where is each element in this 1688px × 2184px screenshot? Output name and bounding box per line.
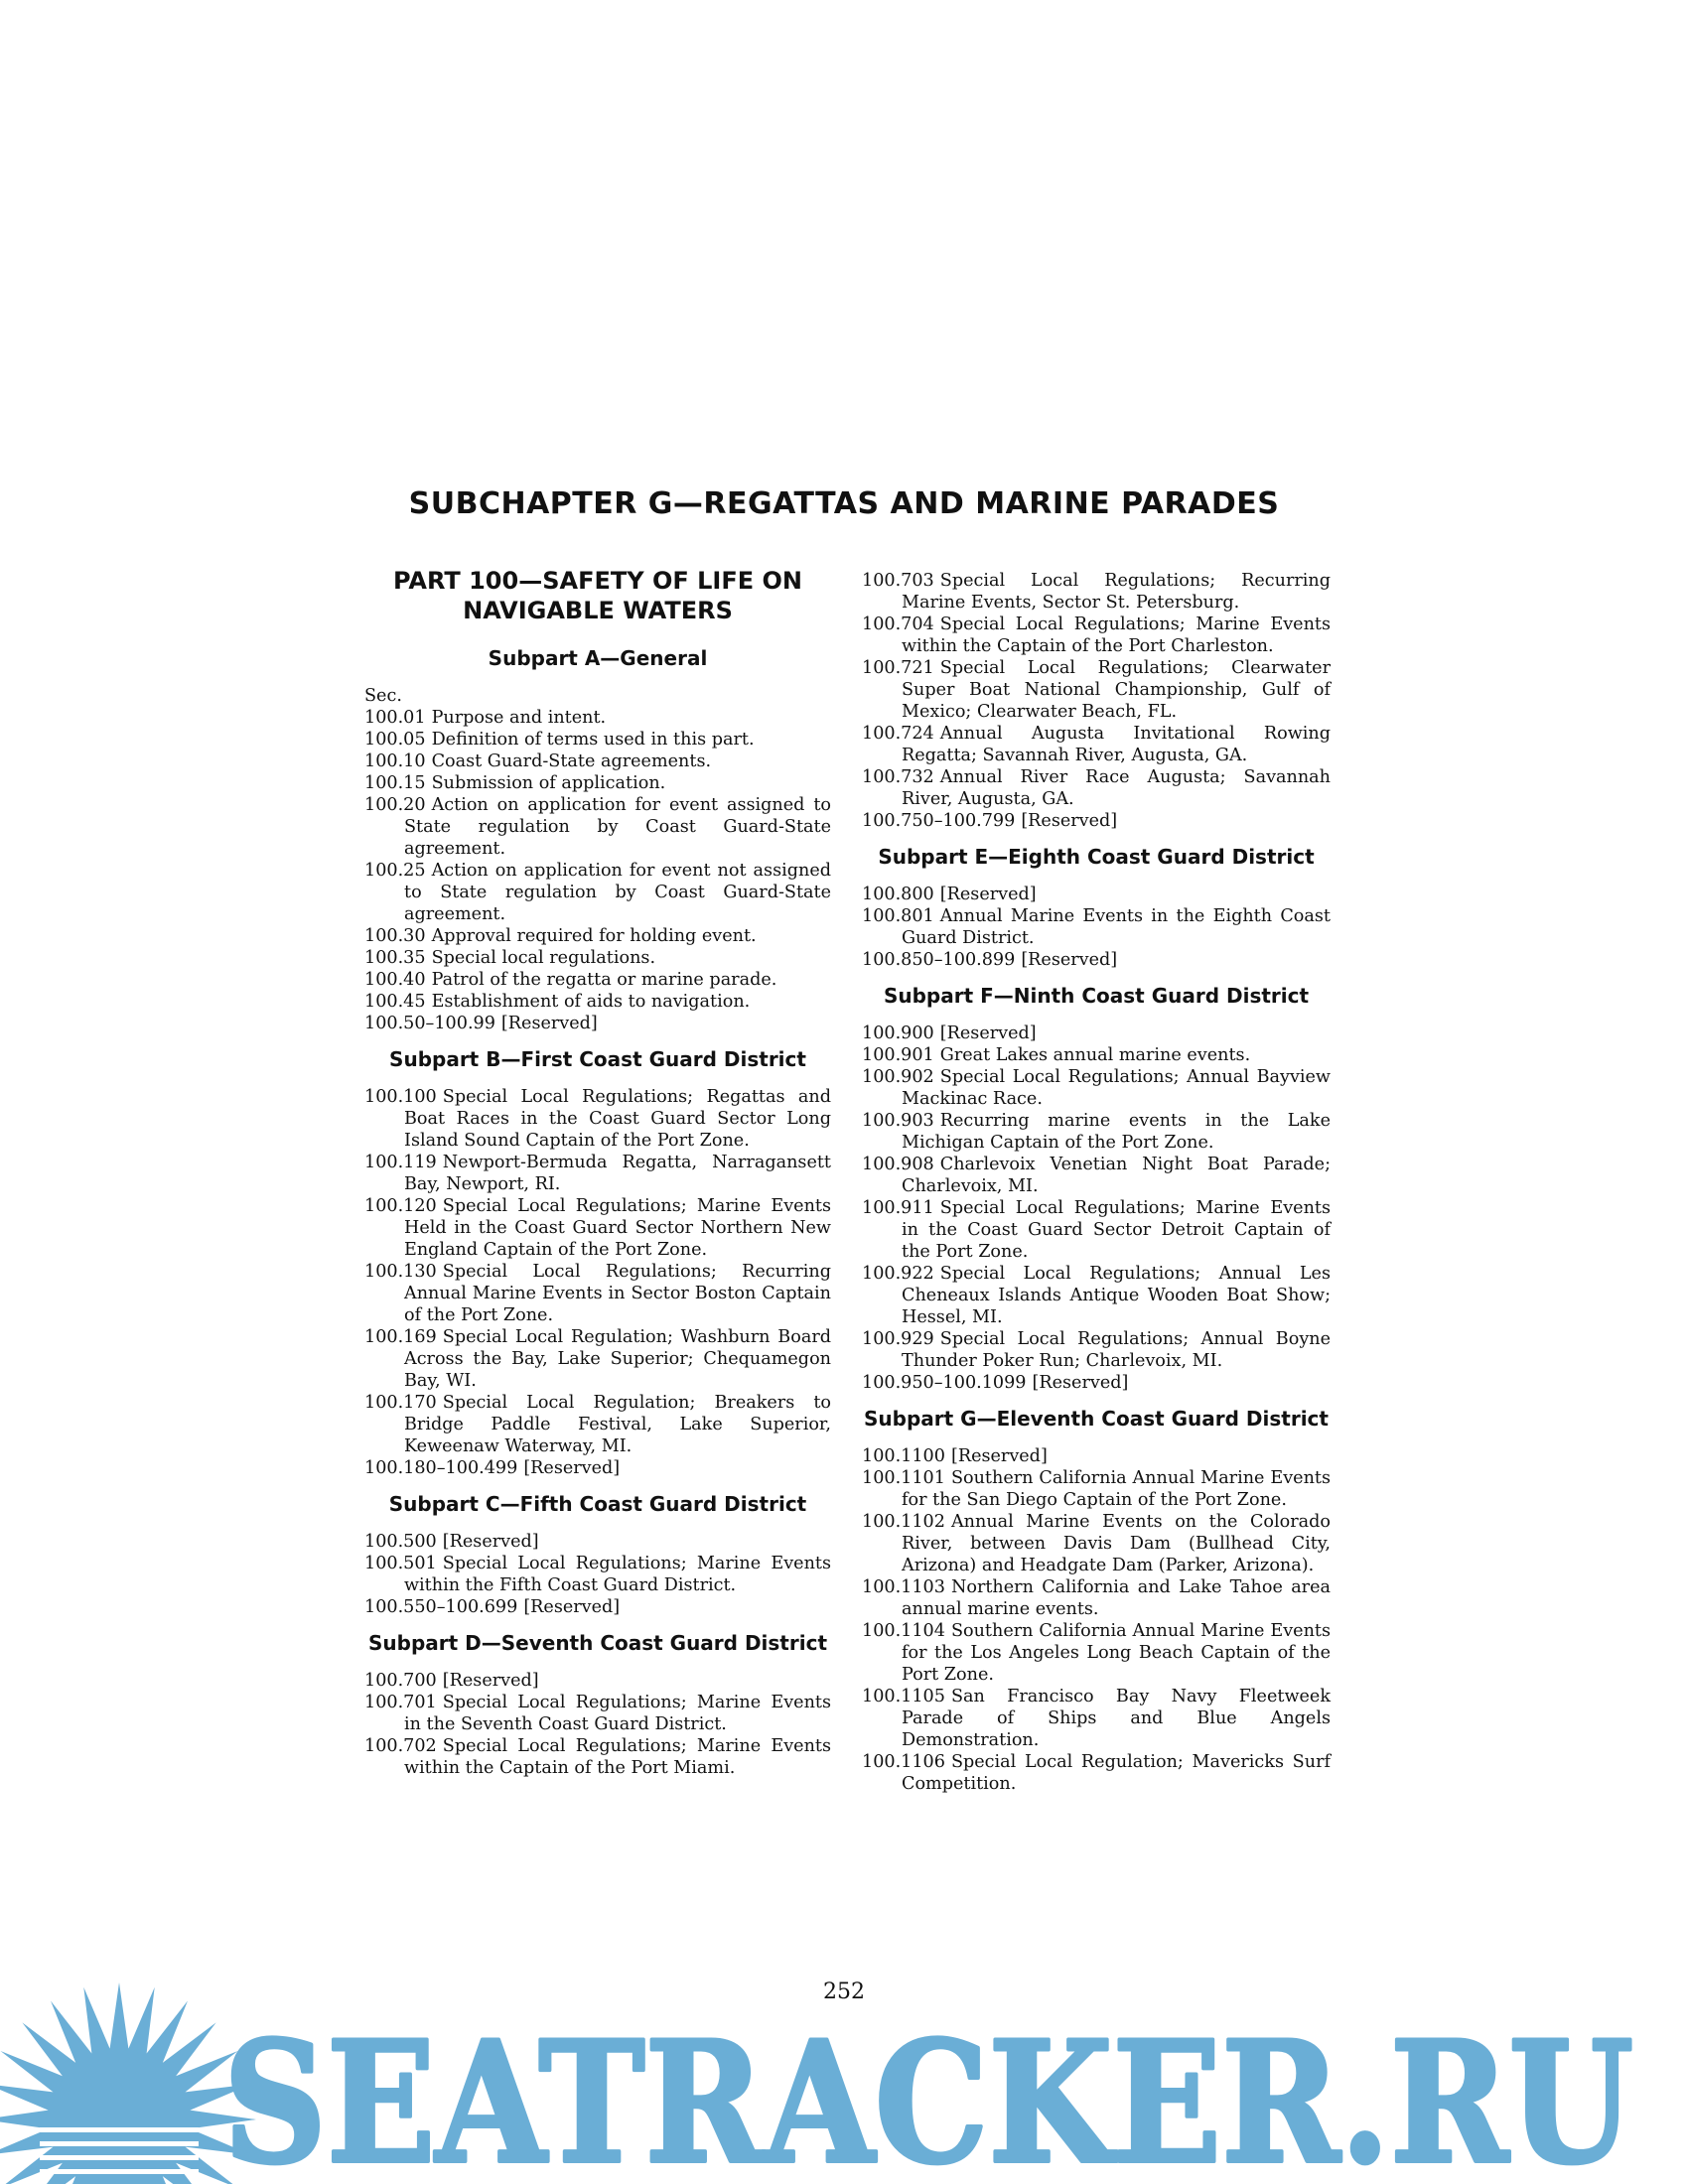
toc-entry	[364, 751, 831, 772]
section-number: 100.950–100.1099	[862, 1373, 1027, 1393]
section-number: 100.01	[364, 708, 426, 728]
toc-entry	[862, 1023, 1331, 1044]
section-title: [Reserved]	[1021, 811, 1118, 831]
section-number: 100.1105	[862, 1687, 945, 1706]
section-number: 100.703	[862, 571, 934, 591]
toc-list	[862, 1445, 1331, 1795]
section-title: Purpose and intent.	[431, 708, 607, 728]
section-title: [Reserved]	[950, 1446, 1048, 1466]
section-title: [Reserved]	[1032, 1373, 1129, 1393]
sun-disc	[50, 2050, 189, 2184]
section-number: 100.1103	[862, 1577, 945, 1597]
section-title: Action on application for event assigned to State regulation by Coast Guard-State agreement.	[404, 795, 831, 859]
section-number: 100.800	[862, 885, 934, 904]
section-title: Establishment of aids to navigation.	[431, 992, 751, 1012]
section-title: Action on application for event not assigned to State regulation by Coast Guard-State agreement.	[404, 861, 831, 924]
toc-entry	[364, 1392, 831, 1457]
section-number: 100.180–100.499	[364, 1458, 518, 1478]
subpart-heading: Subpart E—Eighth Coast Guard District	[878, 845, 1315, 869]
toc-entry	[862, 1263, 1331, 1328]
section-number: 100.929	[862, 1329, 934, 1349]
subchapter-title: SUBCHAPTER G—REGATTAS AND MARINE PARADES	[408, 486, 1280, 521]
page-number: 252	[823, 1979, 865, 2004]
section-title: Northern California and Lake Tahoe area annual marine events.	[902, 1577, 1331, 1619]
section-number: 100.901	[862, 1045, 934, 1065]
section-title: Special Local Regulations; Annual Boyne Thunder Poker Run; Charlevoix, MI.	[902, 1329, 1331, 1371]
section-title: Southern California Annual Marine Events for the Los Angeles Long Beach Captain of the Port Zone.	[902, 1621, 1331, 1685]
sun-icon	[0, 1982, 256, 2184]
toc-entry	[862, 1328, 1331, 1372]
section-number: 100.35	[364, 948, 426, 968]
subpart-heading: Subpart F—Ninth Coast Guard District	[883, 984, 1310, 1008]
toc-entry	[364, 860, 831, 925]
toc-entry	[862, 949, 1331, 971]
toc-entry	[364, 1195, 831, 1261]
section-number: 100.100	[364, 1087, 437, 1107]
toc-entry	[862, 723, 1331, 766]
section-title: [Reserved]	[523, 1458, 621, 1478]
section-number: 100.850–100.899	[862, 950, 1016, 970]
toc-entry	[862, 1445, 1331, 1467]
toc-entry	[364, 772, 831, 794]
section-title: Definition of terms used in this part.	[431, 730, 755, 750]
section-number: 100.120	[364, 1196, 437, 1216]
section-title: Submission of application.	[431, 773, 666, 793]
section-title: Special Local Regulations; Marine Events within the Captain of the Port Charleston.	[902, 614, 1331, 656]
toc-entry	[364, 991, 831, 1013]
section-number: 100.1100	[862, 1446, 945, 1466]
toc-list	[862, 1023, 1331, 1394]
toc-entry	[364, 1261, 831, 1326]
section-number: 100.500	[364, 1532, 437, 1552]
toc-entry	[364, 925, 831, 947]
section-title: Coast Guard-State agreements.	[431, 751, 712, 771]
toc-entry	[364, 1735, 831, 1779]
toc-entry	[364, 1692, 831, 1735]
toc-entry	[862, 1372, 1331, 1394]
section-title: [Reserved]	[442, 1532, 539, 1552]
toc-entry	[364, 707, 831, 729]
section-number: 100.724	[862, 724, 934, 744]
section-title: Approval required for holding event.	[431, 926, 757, 946]
toc-entry	[364, 1152, 831, 1195]
section-number: 100.900	[862, 1024, 934, 1043]
toc-entry	[862, 1751, 1331, 1795]
section-number: 100.20	[364, 795, 426, 815]
section-number: 100.40	[364, 970, 426, 990]
part-title	[364, 566, 831, 625]
section-number: 100.700	[364, 1671, 437, 1691]
section-title: Recurring marine events in the Lake Michigan Captain of the Port Zone.	[902, 1111, 1331, 1153]
section-number: 100.119	[364, 1153, 437, 1172]
section-number: 100.702	[364, 1736, 437, 1756]
section-title: Special Local Regulations; Marine Events in the Seventh Coast Guard District.	[404, 1693, 831, 1734]
toc-entry	[862, 1154, 1331, 1197]
toc-list	[364, 707, 831, 1034]
section-number: 100.903	[862, 1111, 934, 1131]
toc-entry	[862, 766, 1331, 810]
toc-entry	[364, 1670, 831, 1692]
toc-entry	[862, 1576, 1331, 1620]
toc-entry	[862, 1066, 1331, 1110]
section-title: Southern California Annual Marine Events for the San Diego Captain of the Port Zone.	[902, 1468, 1331, 1510]
toc-list	[364, 1086, 831, 1479]
section-number: 100.50–100.99	[364, 1014, 495, 1033]
section-number: 100.45	[364, 992, 426, 1012]
section-title: Special local regulations.	[431, 948, 656, 968]
toc-list	[364, 1531, 831, 1618]
section-number: 100.1106	[862, 1752, 945, 1772]
toc-entry	[364, 969, 831, 991]
section-number: 100.801	[862, 906, 934, 926]
right-column	[862, 570, 1331, 1795]
section-title: Special Local Regulations; Annual Les Cheneaux Islands Antique Wooden Boat Show; Hessel, MI.	[902, 1264, 1331, 1327]
section-title: [Reserved]	[523, 1597, 621, 1617]
subpart-heading: Subpart B—First Coast Guard District	[389, 1047, 806, 1071]
section-title: Patrol of the regatta or marine parade.	[431, 970, 777, 990]
toc-entry	[862, 614, 1331, 657]
section-number: 100.130	[364, 1262, 437, 1282]
toc-entry	[364, 947, 831, 969]
toc-entry	[364, 1596, 831, 1618]
watermark-text: SEATRACKER.RU	[223, 2004, 1633, 2184]
section-title: [Reserved]	[939, 885, 1037, 904]
left-column	[364, 566, 831, 1779]
section-number: 100.902	[862, 1067, 934, 1087]
toc-entry	[862, 1686, 1331, 1751]
section-title: [Reserved]	[939, 1024, 1037, 1043]
section-number: 100.908	[862, 1155, 934, 1174]
toc-entry	[862, 570, 1331, 614]
subpart-heading: Subpart C—Fifth Coast Guard District	[388, 1492, 807, 1516]
part-title-line-1: PART 100—SAFETY OF LIFE ON	[393, 567, 802, 595]
section-title: Special Local Regulations; Marine Events Held in the Coast Guard Sector Northern New England Captain of the Port Zone.	[404, 1196, 831, 1260]
section-number: 100.501	[364, 1554, 437, 1573]
section-title: Annual Marine Events on the Colorado River, between Davis Dam (Bullhead City, Arizona) and Headgate Dam (Parker, Arizona).	[902, 1512, 1331, 1575]
section-title: Special Local Regulation; Washburn Board Across the Bay, Lake Superior; Chequamegon Bay, WI.	[404, 1327, 831, 1391]
section-number: 100.732	[862, 767, 934, 787]
toc-entry	[364, 1013, 831, 1034]
section-number: 100.170	[364, 1393, 437, 1413]
section-title: Special Local Regulations; Clearwater Super Boat National Championship, Gulf of Mexico; Clearwater Beach, FL.	[902, 658, 1331, 722]
toc-entry	[862, 1620, 1331, 1686]
toc-entry	[862, 1197, 1331, 1263]
subpart-heading: Subpart D—Seventh Coast Guard District	[367, 1631, 828, 1655]
toc-entry	[364, 1553, 831, 1596]
toc-entry	[364, 729, 831, 751]
section-title: Special Local Regulations; Marine Events within the Fifth Coast Guard District.	[404, 1554, 831, 1595]
toc-entry	[862, 1110, 1331, 1154]
part-title-line-2: NAVIGABLE WATERS	[463, 597, 733, 624]
toc-entry	[364, 1086, 831, 1152]
sec-label: Sec.	[364, 686, 402, 706]
watermark	[0, 1931, 1688, 2184]
section-number: 100.169	[364, 1327, 437, 1347]
toc-entry	[862, 884, 1331, 905]
section-number: 100.922	[862, 1264, 934, 1284]
toc-list	[862, 570, 1331, 832]
section-number: 100.704	[862, 614, 934, 634]
section-number: 100.1102	[862, 1512, 945, 1532]
section-title: Special Local Regulations; Annual Bayview Mackinac Race.	[902, 1067, 1331, 1109]
section-title: Special Local Regulations; Marine Events within the Captain of the Port Miami.	[404, 1736, 831, 1778]
section-title: Annual Marine Events in the Eighth Coast Guard District.	[902, 906, 1331, 948]
toc-entry	[364, 1457, 831, 1479]
subpart-heading: Subpart G—Eleventh Coast Guard District	[864, 1407, 1329, 1431]
section-title: San Francisco Bay Navy Fleetweek Parade of Ships and Blue Angels Demonstration.	[902, 1687, 1331, 1750]
toc-entry	[862, 1044, 1331, 1066]
section-number: 100.750–100.799	[862, 811, 1016, 831]
section-title: Special Local Regulations; Regattas and Boat Races in the Coast Guard Sector Long Island Sound Captain of the Port Zone.	[404, 1087, 831, 1151]
toc-list	[364, 1670, 831, 1779]
section-title: Special Local Regulation; Breakers to Bridge Paddle Festival, Lake Superior, Keweenaw Waterway, MI.	[404, 1393, 831, 1456]
section-number: 100.1104	[862, 1621, 945, 1641]
section-title: [Reserved]	[500, 1014, 598, 1033]
section-title: Annual Augusta Invitational Rowing Regatta; Savannah River, Augusta, GA.	[902, 724, 1331, 765]
section-title: Special Local Regulations; Recurring Marine Events, Sector St. Petersburg.	[902, 571, 1331, 613]
toc-entry	[862, 810, 1331, 832]
section-title: Newport-Bermuda Regatta, Narragansett Bay, Newport, RI.	[404, 1153, 831, 1194]
section-title: Annual River Race Augusta; Savannah River, Augusta, GA.	[902, 767, 1331, 809]
section-number: 100.1101	[862, 1468, 945, 1488]
toc-entry	[364, 1326, 831, 1392]
section-number: 100.30	[364, 926, 426, 946]
section-number: 100.701	[364, 1693, 437, 1712]
toc-entry	[862, 657, 1331, 723]
section-title: [Reserved]	[442, 1671, 539, 1691]
section-number: 100.721	[862, 658, 934, 678]
toc-entry	[862, 1511, 1331, 1576]
toc-list	[862, 884, 1331, 971]
section-title: Special Local Regulations; Marine Events in the Coast Guard Sector Detroit Captain of the Port Zone.	[902, 1198, 1331, 1262]
section-number: 100.550–100.699	[364, 1597, 518, 1617]
sun-stripe	[40, 2127, 199, 2132]
sun-stripe	[40, 2169, 199, 2174]
section-number: 100.25	[364, 861, 426, 881]
toc-entry	[364, 794, 831, 860]
sun-stripe	[40, 2141, 199, 2146]
section-title: Special Local Regulations; Recurring Annual Marine Events in Sector Boston Captain of the Port Zone.	[404, 1262, 831, 1325]
subpart-heading: Subpart A—General	[488, 646, 708, 670]
section-number: 100.15	[364, 773, 426, 793]
section-number: 100.10	[364, 751, 426, 771]
toc-entry	[364, 1531, 831, 1553]
section-title: [Reserved]	[1021, 950, 1118, 970]
section-title: Charlevoix Venetian Night Boat Parade; Charlevoix, MI.	[902, 1155, 1331, 1196]
toc-entry	[862, 905, 1331, 949]
section-title: Great Lakes annual marine events.	[939, 1045, 1251, 1065]
section-number: 100.05	[364, 730, 426, 750]
toc-entry	[862, 1467, 1331, 1511]
section-number: 100.911	[862, 1198, 934, 1218]
sun-stripe	[40, 2155, 199, 2160]
section-title: Special Local Regulation; Mavericks Surf Competition.	[902, 1752, 1331, 1794]
